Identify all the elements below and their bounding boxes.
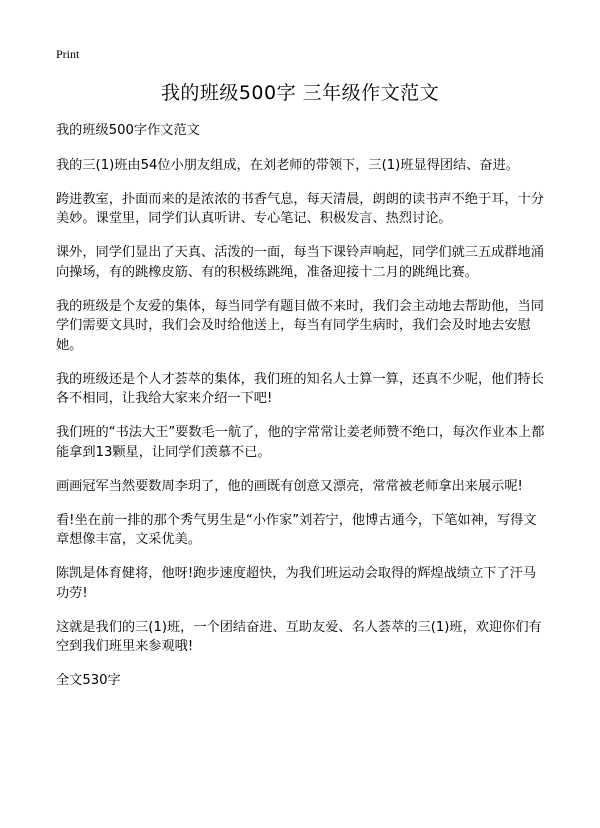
paragraph-9: 陈凯是体育健将，他呀!跑步速度超快，为我们班运动会取得的辉煌战绩立下了汗马功劳! [56, 566, 537, 601]
paragraph-10: 这就是我们的三(1)班，一个团结奋进、互助友爱、名人荟萃的三(1)班，欢迎你们有空到我们班里来参观哦! [56, 619, 542, 654]
print-link[interactable]: Print [56, 47, 80, 61]
word-count: 全文530字 [56, 673, 121, 688]
page-title: 我的班级500字 三年级作文范文 [160, 82, 440, 104]
paragraph-5: 我的班级还是个人才荟萃的集体，我们班的知名人士算一算，还真不少呢，他们特长各不相同，让我给大家来介绍一下吧! [56, 371, 544, 406]
paragraph-6: 我们班的“书法大王”要数毛一航了，他的字常常让姜老师赞不绝口，每次作业本上都能拿到13颗星，让同学们羡慕不已。 [56, 425, 545, 460]
paragraph-1: 我的三(1)班由54位小朋友组成，在刘老师的带领下，三(1)班显得团结、奋进。 [56, 157, 519, 173]
paragraph-3: 课外，同学们显出了天真、活泼的一面，每当下课铃声响起，同学们就三五成群地涌向操场，有的跳橡皮筋、有的积极练跳绳，准备迎接十二月的跳绳比赛。 [56, 245, 544, 280]
paragraph-4: 我的班级是个友爱的集体，每当同学有题目做不来时，我们会主动地去帮助他，当同学们需要文具时，我们会及时给他送上，每当有同学生病时，我们会及时地去安慰她。 [56, 298, 544, 353]
paragraph-8: 看!坐在前一排的那个秀气男生是“小作家”刘若宁，他博古通今，下笔如神，写得文章想像丰富，文采优美。 [56, 512, 537, 547]
article-subtitle: 我的班级500字作文范文 [56, 123, 200, 138]
paragraph-2: 跨进教室，扑面而来的是浓浓的书香气息，每天清晨，朗朗的读书声不绝于耳，十分美妙。课堂里，同学们认真听讲、专心笔记、积极发言、热烈讨论。 [56, 191, 544, 226]
article-body [56, 121, 548, 705]
paragraph-7: 画画冠军当然要数周李玥了，他的画既有创意又漂亮，常常被老师拿出来展示呢! [56, 478, 523, 494]
